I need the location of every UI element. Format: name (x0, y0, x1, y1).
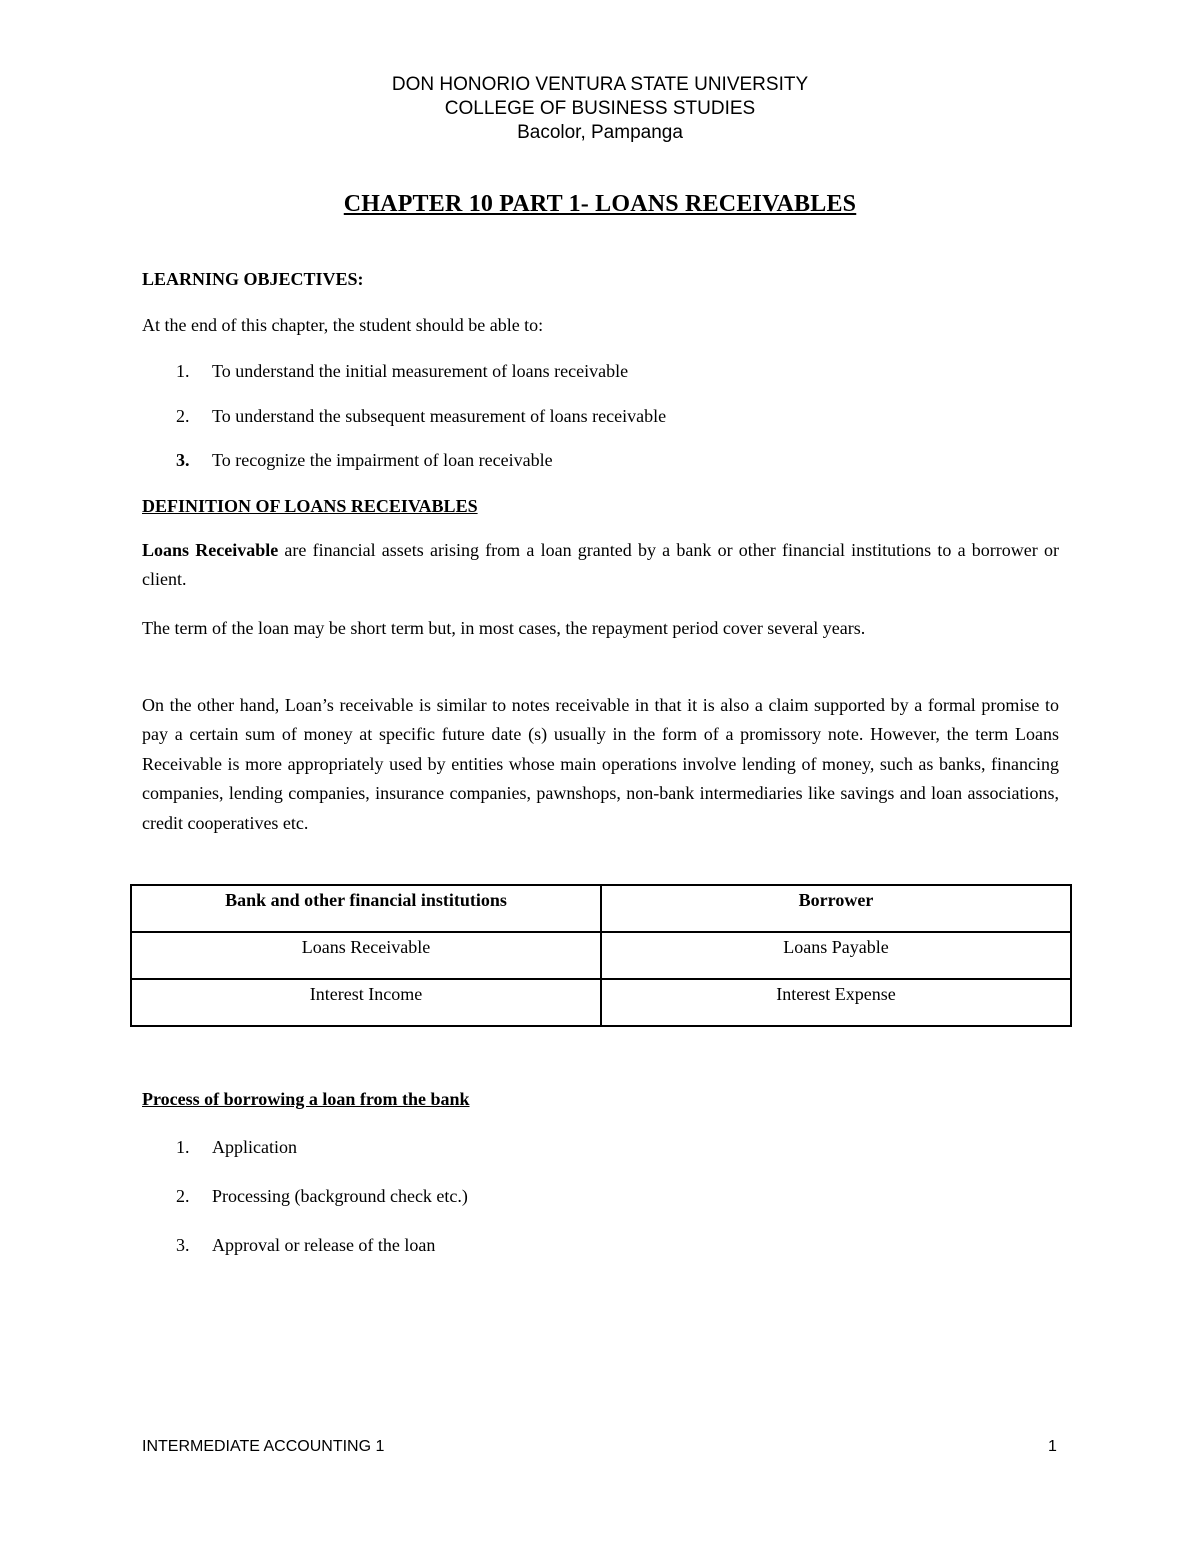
process-heading: Process of borrowing a loan from the bank (142, 1089, 470, 1109)
footer-course: INTERMEDIATE ACCOUNTING 1 (142, 1438, 385, 1455)
college-name: COLLEGE OF BUSINESS STUDIES (444, 98, 756, 119)
process-item: Approval or release of the loan (212, 1235, 436, 1255)
objective-item: To recognize the impairment of loan receivable (212, 450, 553, 470)
table-header-cell: Bank and other financial institutions (131, 885, 601, 932)
objective-item: To understand the initial measurement of loans receivable (212, 361, 629, 381)
definition-heading: DEFINITION OF LOANS RECEIVABLES (142, 496, 478, 516)
objective-number: 2. (176, 406, 190, 426)
definition-paragraph-1 (142, 536, 1059, 595)
objective-number: 3. (176, 450, 190, 470)
chapter-title: CHAPTER 10 PART 1- LOANS RECEIVABLES (343, 191, 857, 217)
definition-text: are financial assets arising from a loan granted by a bank or other financial institutions to a borrower or client. (142, 540, 1059, 590)
process-number: 2. (176, 1186, 190, 1206)
objectives-heading: LEARNING OBJECTIVES: (142, 269, 364, 289)
process-item: Processing (background check etc.) (212, 1186, 468, 1206)
objective-item: To understand the subsequent measurement of loans receivable (212, 406, 667, 426)
definition-paragraph-2: The term of the loan may be short term but, in most cases, the repayment period cover several years. (142, 618, 866, 638)
definition-paragraph-3: On the other hand, Loan’s receivable is similar to notes receivable in that it is also a claim supported by a formal promise to pay a certain sum of money at specific future date (s) usually in the form of a promissory note. However, the term Loans Receivable is more appropriately used by entities whose main operations involve lending of money, such as banks, financing companies, lending companies, insurance companies, pawnshops, non-bank intermediaries like savings and loan associations, credit cooperatives etc. (142, 695, 1059, 833)
table-header-cell: Borrower (601, 885, 1071, 932)
university-name: DON HONORIO VENTURA STATE UNIVERSITY (391, 74, 809, 95)
objectives-intro: At the end of this chapter, the student should be able to: (142, 315, 544, 335)
objective-number: 1. (176, 361, 190, 381)
defined-term: Loans Receivable (142, 540, 279, 560)
process-number: 3. (176, 1235, 190, 1255)
page-number: 1 (1048, 1438, 1057, 1455)
comparison-table (130, 884, 1072, 1027)
table-cell: Interest Expense (601, 979, 1071, 1026)
table-row (131, 979, 1071, 1026)
table-row (131, 932, 1071, 979)
location: Bacolor, Pampanga (517, 122, 683, 143)
table-cell: Interest Income (131, 979, 601, 1026)
table-cell: Loans Receivable (131, 932, 601, 979)
process-number: 1. (176, 1137, 190, 1157)
process-item: Application (212, 1137, 297, 1157)
table-header-row (131, 885, 1071, 932)
table-cell: Loans Payable (601, 932, 1071, 979)
